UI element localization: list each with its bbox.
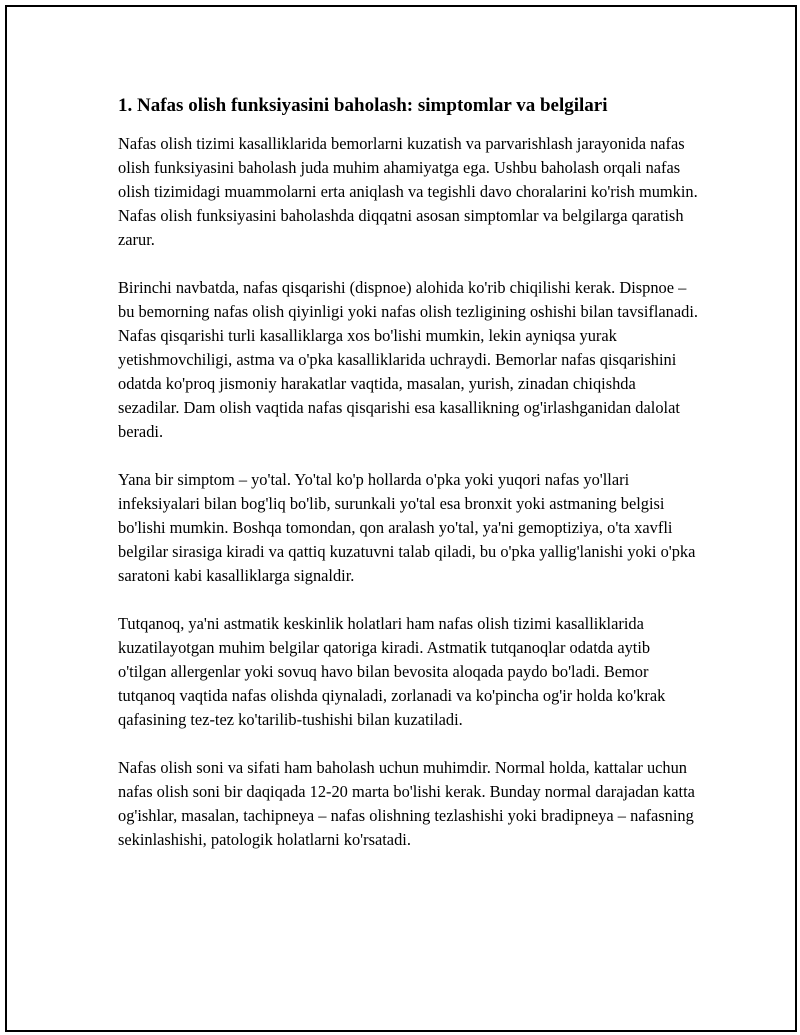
paragraph-cough: Yana bir simptom – yo'tal. Yo'tal ko'p hollarda o'pka yoki yuqori nafas yo'llari infeksiyalari bilan bog'liq bo'lib, surunkali yo'tal esa bronxit yoki astmaning belgisi bo'lishi mumkin. Boshqa tomondan, qon aralash yo'tal, ya'ni gemoptiziya, o'ta xavfli belgilar sirasiga kiradi va qattiq kuzatuvni talab qiladi, bu o'pka yallig'lanishi yoki o'pka saratoni kabi kasalliklarga signaldir. — [118, 470, 696, 585]
paragraph-respiratory-rate: Nafas olish soni va sifati ham baholash uchun muhimdir. Normal holda, kattalar uchun nafas olish soni bir daqiqada 12-20 marta bo'lishi kerak. Bunday normal darajadan katta og'ishlar, masalan, tachipneya – nafas olishning tezlashishi yoki bradipneya – nafasning sekinlashishi, patologik holatlarni ko'rsatadi. — [118, 758, 695, 849]
section-heading: 1. Nafas olish funksiyasini baholash: simptomlar va belgilari — [118, 95, 608, 116]
paragraph-intro: Nafas olish tizimi kasalliklarida bemorlarni kuzatish va parvarishlash jarayonida nafas olish funksiyasini baholash juda muhim ahamiyatga ega. Ushbu baholash orqali nafas olish tizimidagi muammolarni erta aniqlash va tegishli davo choralarini ko'rish mumkin. Nafas olish funksiyasini baholashda diqqatni asosan simptomlar va belgilarga qaratish zarur. — [118, 134, 698, 249]
paragraph-dyspnea: Birinchi navbatda, nafas qisqarishi (dispnoe) alohida ko'rib chiqilishi kerak. Dispnoe – bu bemorning nafas olish qiyinligi yoki nafas olish tezligining oshishi bilan tavsiflanadi. Nafas qisqarishi turli kasalliklarga xos bo'lishi mumkin, lekin ayniqsa yurak yetishmovchiligi, astma va o'pka kasalliklarida uchraydi. Bemorlar nafas qisqarishini odatda ko'proq jismoniy harakatlar vaqtida, masalan, yurish, zinadan chiqishda sezadilar. Dam olish vaqtida nafas qisqarishi esa kasallikning og'irlashganidan dalolat beradi. — [118, 278, 698, 441]
document-body — [118, 94, 698, 876]
paragraph-asthma-attack: Tutqanoq, ya'ni astmatik keskinlik holatlari ham nafas olish tizimi kasalliklarida kuzatilayotgan muhim belgilar qatoriga kiradi. Astmatik tutqanoqlar odatda aytib o'tilgan allergenlar yoki sovuq havo bilan bevosita aloqada paydo bo'ladi. Bemor tutqanoq vaqtida nafas olishda qiynaladi, zorlanadi va ko'pincha og'ir holda ko'krak qafasining tez-tez ko'tarilib-tushishi bilan kuzatiladi. — [118, 614, 666, 729]
